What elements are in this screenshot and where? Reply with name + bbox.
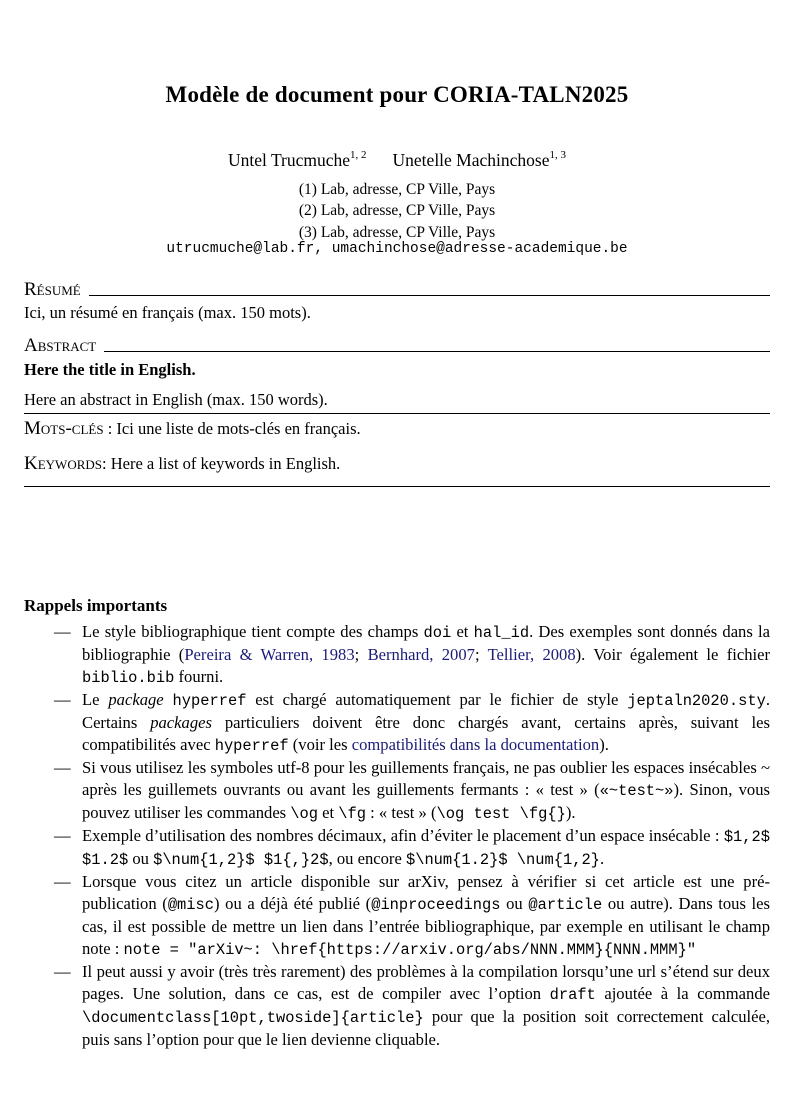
text-run: ; <box>354 645 368 664</box>
item-dash-marker: — <box>54 758 71 777</box>
inline-code: doi <box>423 624 452 642</box>
authors-line <box>0 150 794 171</box>
item-dash-marker: — <box>54 872 71 891</box>
text-run: ) ou a déjà été publié ( <box>214 894 372 913</box>
text-run: Il peut aussi y avoir (très très rarement) des problèmes à la compilation lorsqu’une url s’étend sur deux pages. Une solution, dans ce cas, est de compiler avec l’option <box>82 962 770 1003</box>
text-run: Le <box>82 690 109 709</box>
inline-link[interactable]: compatibilités dans la documentation <box>351 735 600 754</box>
emphasis-text: package <box>108 690 164 709</box>
bullet-list <box>24 621 770 1051</box>
author-emails: utrucmuche@lab.fr, umachinchose@adresse-academique.be <box>166 241 628 257</box>
text-run: Si vous utilisez les symboles utf-8 pour les guillements français, ne pas oublier les espaces insécables ~ après les guillemets ouvrants ou avant les guillements fermants : « test » ( <box>82 758 770 799</box>
inline-code: \og <box>290 805 319 823</box>
text-run: ). Voir également le fichier <box>575 645 771 664</box>
text-run: et <box>451 622 474 641</box>
inline-code: note = "arXiv~: \href{https://arxiv.org/abs/NNN.MMM}{NNN.MMM}" <box>123 941 697 959</box>
inline-code: biblio.bib <box>82 669 175 687</box>
affiliation-3: (3) Lab, adresse, CP Ville, Pays <box>298 223 496 241</box>
text-run: . Des exemples sont donnés dans la bibliographie ( <box>82 622 770 664</box>
text-run: Exemple d’utilisation des nombres décimaux, afin d’éviter le placement d’un espace insécable : <box>82 826 724 845</box>
english-title: Here the title in English. <box>24 360 196 379</box>
text-run: ). Sinon, vous pouvez utiliser les commandes <box>82 780 770 822</box>
keywords-line <box>24 453 770 475</box>
affiliation-1: (1) Lab, adresse, CP Ville, Pays <box>298 181 496 198</box>
abstract-text: Here an abstract in English (max. 150 words). <box>24 390 770 414</box>
inline-code: «~test~» <box>599 782 674 800</box>
list-item <box>24 689 770 757</box>
text-run: ajoutée à la commande <box>595 984 770 1003</box>
author-2-name: Unetelle Machinchose <box>392 150 550 170</box>
inline-link[interactable]: Pereira & Warren, 1983 <box>184 645 355 664</box>
author-2 <box>393 150 566 170</box>
emphasis-text: packages <box>150 713 212 732</box>
resume-label: Résumé <box>24 279 81 300</box>
item-text <box>82 872 770 958</box>
text-run: . Certains <box>82 690 770 732</box>
affiliations <box>0 179 794 243</box>
text-run: ou autre). Dans tous les cas, il est possible de mettre un lien dans l’entrée bibliographique, par exemple en utilisant le champ note : <box>82 894 770 958</box>
text-run: ). <box>599 735 609 754</box>
author-1 <box>228 150 367 170</box>
inline-code: hal_id <box>473 624 530 642</box>
inline-code: hyperref <box>214 737 289 755</box>
text-run <box>164 690 173 709</box>
item-text <box>82 690 770 754</box>
author-2-affiliation-marks: 1, 3 <box>549 149 566 162</box>
text-run: Le style bibliographique tient compte des champs <box>82 622 424 641</box>
inline-code: $\num{1.2}$ \num{1,2} <box>405 851 600 869</box>
item-dash-marker: — <box>54 622 71 641</box>
item-dash-marker: — <box>54 826 71 845</box>
inline-code: $\num{1,2}$ $1{,}2$ <box>153 851 329 869</box>
item-text <box>82 962 770 1049</box>
resume-header <box>24 280 770 299</box>
inline-code: jeptaln2020.sty <box>627 692 766 710</box>
item-text <box>82 826 770 868</box>
text-run: , ou encore <box>328 849 406 868</box>
text-run: (voir les <box>288 735 352 754</box>
abstract-label: Abstract <box>24 335 97 356</box>
inline-code: @misc <box>167 896 214 914</box>
inline-code: @article <box>528 896 603 914</box>
text-run: pour que la position soit correctement calculée, puis sans l’option pour que le lien devienne cliquable. <box>82 1007 770 1049</box>
motscles-line <box>24 418 770 440</box>
motscles-label: Mots-clés <box>24 418 104 439</box>
text-run: ). <box>565 803 576 822</box>
text-run: ou <box>128 849 154 868</box>
list-item <box>24 871 770 961</box>
inline-code: \fg <box>338 805 367 823</box>
text-run: fourni. <box>174 667 224 686</box>
author-1-name: Untel Trucmuche <box>228 150 351 170</box>
text-run: est chargé automatiquement par le fichier de style <box>246 690 628 709</box>
abstract-header <box>24 336 770 355</box>
text-run: Lorsque vous citez un article disponible sur arXiv, pensez à vérifier si cet article est une pré-publication ( <box>82 872 770 913</box>
list-item <box>24 825 770 871</box>
item-dash-marker: — <box>54 690 71 709</box>
motscles-separator: : <box>103 419 117 438</box>
keywords-label: Keywords <box>24 453 102 474</box>
paper-title: Modèle de document pour CORIA-TALN2025 <box>165 82 629 107</box>
text-run: et <box>318 803 339 822</box>
section-heading: Rappels importants <box>24 596 168 615</box>
list-item <box>24 621 770 689</box>
inline-link[interactable]: Bernhard, 2007 <box>367 645 475 664</box>
inline-code: \documentclass[10pt,twoside]{article} <box>82 1009 424 1027</box>
keywords-text: Here a list of keywords in English. <box>110 454 341 473</box>
keywords-separator: : <box>102 454 111 473</box>
text-run: ; <box>474 645 488 664</box>
list-item <box>24 757 770 825</box>
inline-code: $1,2$ $1.2$ <box>82 828 770 869</box>
text-run: : « test » ( <box>366 803 437 822</box>
inline-link[interactable]: Tellier, 2008 <box>487 645 576 664</box>
abstract-block-bottom-rule <box>24 486 770 487</box>
text-run: . <box>599 849 605 868</box>
item-dash-marker: — <box>54 962 71 981</box>
item-text <box>82 622 770 686</box>
text-run: ou <box>500 894 529 913</box>
abstract-rule <box>104 351 770 352</box>
item-text <box>82 758 770 822</box>
author-1-affiliation-marks: 1, 2 <box>350 149 367 162</box>
list-item <box>24 961 770 1051</box>
resume-rule <box>89 295 770 296</box>
inline-code: hyperref <box>172 692 247 710</box>
inline-code: @inproceedings <box>371 896 501 914</box>
affiliation-2: (2) Lab, adresse, CP Ville, Pays <box>298 202 496 220</box>
inline-code: draft <box>549 986 596 1004</box>
text-run: particuliers doivent être donc chargés avant, certains après, suivant les compatibilités avec <box>82 713 770 754</box>
inline-code: \og test \fg{} <box>436 805 566 823</box>
resume-text: Ici, un résumé en français (max. 150 mots). <box>24 303 311 322</box>
motscles-text: Ici une liste de mots-clés en français. <box>116 419 361 438</box>
